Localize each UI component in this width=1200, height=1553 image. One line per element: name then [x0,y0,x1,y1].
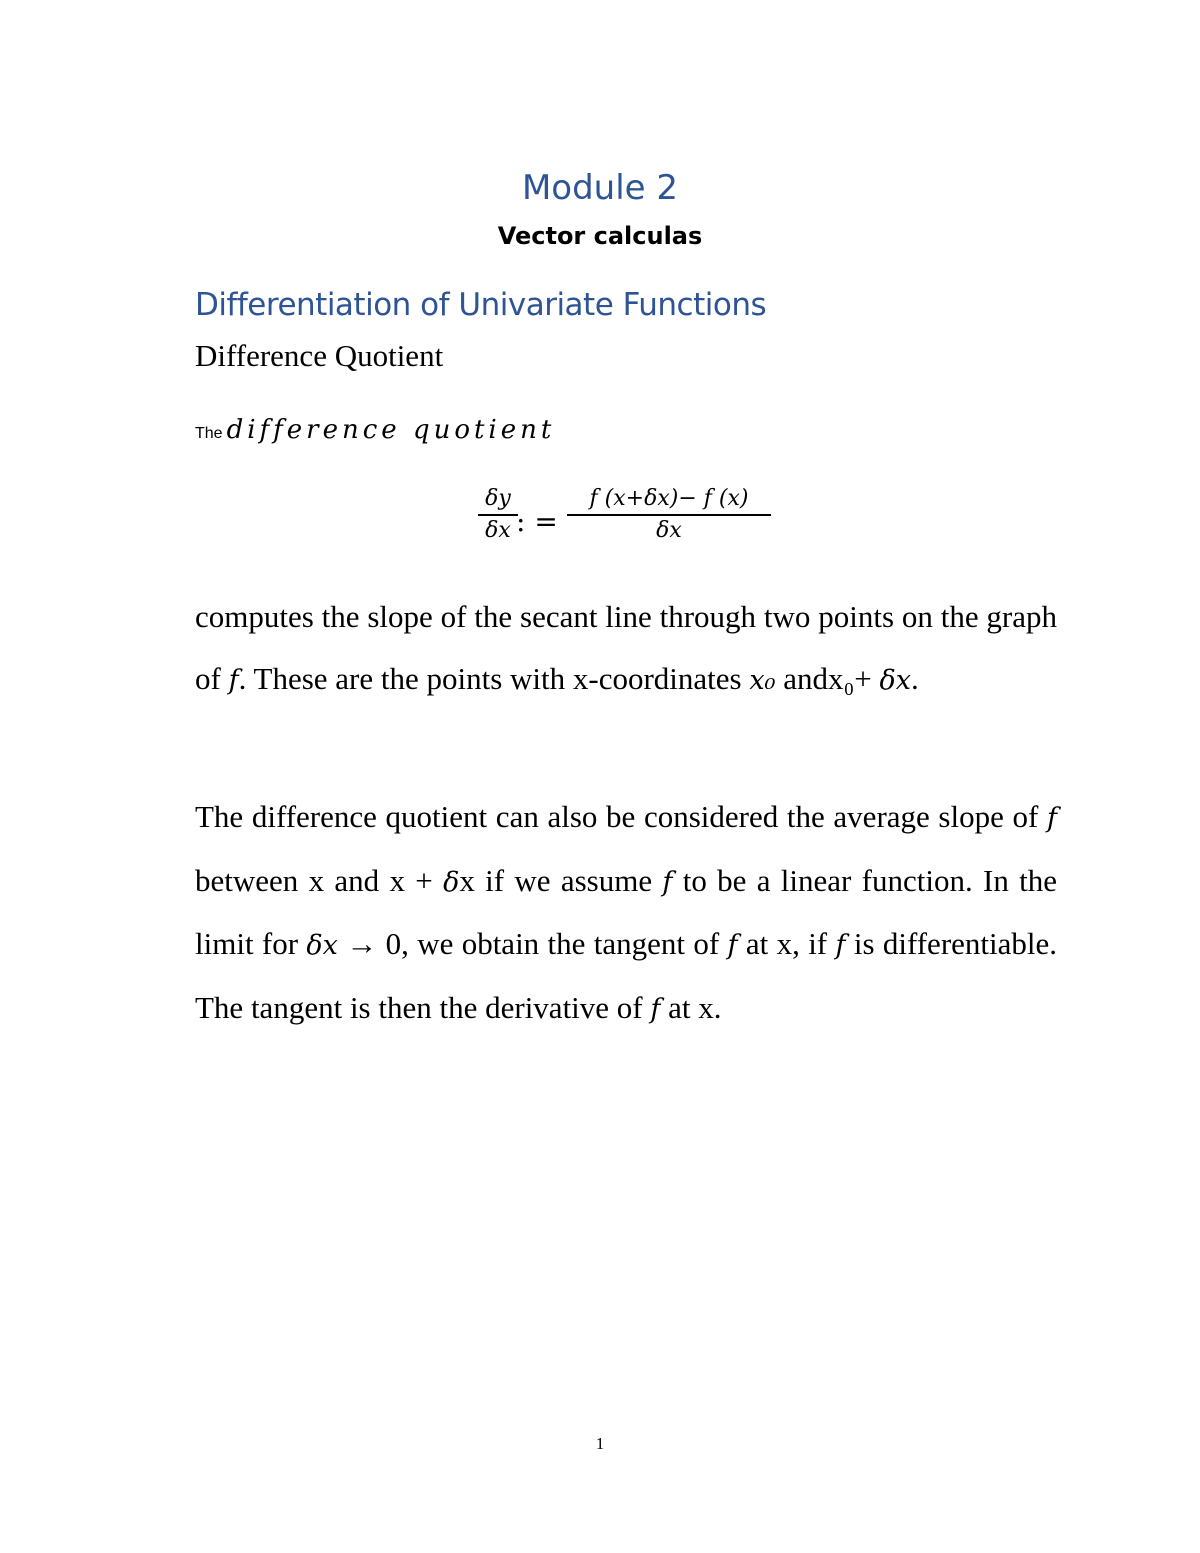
p1-text-3: andx₀+ [775,660,880,696]
p1-text-4: . [910,660,919,696]
p2-text-3: x if we assume [459,862,663,898]
section-subheading: Difference Quotient [195,338,444,373]
p1-text-2: . These are the points with x-coordinates [238,660,750,696]
rhs-fraction [567,484,771,546]
intro-prefix: The [195,425,223,442]
module-subtitle: Vector calculas [497,222,703,250]
intro-term: difference quotient [226,415,556,445]
p1-math-dx: δx [879,664,911,696]
p2-text-6: at x, if [737,926,836,961]
p2-math-f-5: f [650,993,661,1025]
page-number: 1 [595,1434,605,1453]
p2-math-f-3: f [727,930,738,961]
p2-math-f-4: f [835,930,846,961]
paragraph-secant [195,586,1057,711]
lhs-denominator: δx [485,518,511,543]
p2-math-delta: δ [443,866,460,898]
rhs-denominator: δx [656,518,682,543]
p1-math-x0: x₀ [749,664,776,696]
p2-math-dx: δx [306,930,338,961]
p2-math-f-1: f [1047,803,1057,834]
section-heading: Differentiation of Univariate Functions [195,287,767,323]
difference-quotient-equation [0,484,1200,564]
lhs-numerator: δy [485,486,511,511]
lhs-fraction [478,484,518,546]
p2-text-5: → 0, we obtain the tangent of [337,926,728,961]
p1-math-f: f [228,664,239,696]
module-title: Module 2 [521,168,679,208]
intro-line [195,410,555,454]
p2-math-f-2: f [662,866,673,898]
rhs-numerator: f (x+δx)− f (x) [589,486,749,511]
paragraph-average-slope [195,786,1057,1040]
assign-operator: : = [516,505,558,538]
p2-text-2: between x and x + [195,862,444,898]
p2-text-8: at x. [660,989,722,1025]
p1-text-1: computes the slope of the secant line through two points on the graph of [195,599,1057,696]
p2-text-1: The difference quotient can also be considered the average slope of [195,799,1047,834]
p2-text-7: is differentiable. The tangent is then the derivative of [195,926,1058,1025]
p2-text-4: to be a linear function. In the limit for [195,862,1058,961]
